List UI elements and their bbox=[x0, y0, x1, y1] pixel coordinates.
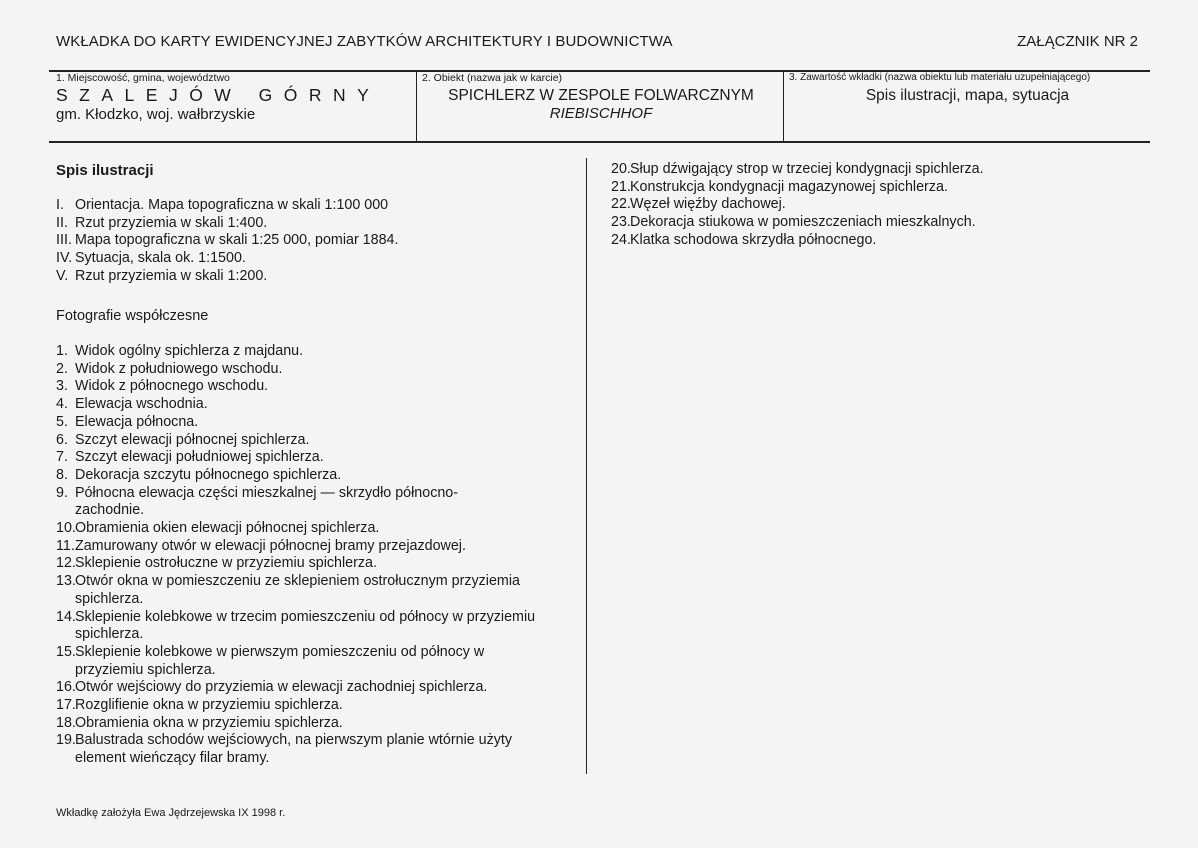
list-item bbox=[56, 432, 556, 450]
list-item bbox=[611, 161, 1091, 179]
item-number: 11. bbox=[56, 537, 75, 554]
list-item bbox=[56, 396, 556, 414]
item-number: 22. bbox=[611, 196, 631, 213]
item-number: IV. bbox=[56, 250, 73, 267]
annex-number: ZAŁĄCZNIK NR 2 bbox=[1017, 33, 1138, 50]
item-text: Obramienia okien elewacji północnej spichlerza. bbox=[75, 520, 380, 537]
item-text: Sklepienie kolebkowe w trzecim pomieszczeniu od północy w przyziemiu spichlerza. bbox=[75, 608, 536, 643]
item-number: 12. bbox=[56, 555, 76, 572]
list-item bbox=[56, 343, 556, 361]
list-item bbox=[611, 196, 1091, 214]
item-number: V. bbox=[56, 267, 69, 284]
location-label: 1. Miejscowość, gmina, województwo bbox=[56, 72, 230, 84]
list-item bbox=[56, 268, 576, 286]
item-text: Widok ogólny spichlerza z majdanu. bbox=[75, 343, 304, 359]
field-divider bbox=[416, 70, 417, 142]
plans-list bbox=[56, 197, 576, 286]
item-number: 2. bbox=[56, 360, 68, 377]
object-label: 2. Obiekt (nazwa jak w karcie) bbox=[422, 72, 563, 84]
item-text: Balustrada schodów wejściowych, na pierwszym planie wtórnie użyty element wieńczący filar bramy. bbox=[75, 732, 513, 767]
item-number: 5. bbox=[56, 413, 68, 430]
list-item bbox=[56, 215, 576, 233]
item-text: Północna elewacja części mieszkalnej — skrzydło północno-zachodnie. bbox=[75, 484, 459, 519]
item-text: Rzut przyziemia w skali 1:400. bbox=[75, 214, 268, 231]
list-item bbox=[56, 232, 576, 250]
list-item bbox=[56, 609, 556, 644]
item-number: 15. bbox=[56, 643, 76, 660]
contents-label: 3. Zawartość wkładki (nazwa obiektu lub materiału uzupełniającego) bbox=[789, 72, 1091, 83]
list-item bbox=[56, 414, 556, 432]
item-text: Szczyt elewacji północnej spichlerza. bbox=[75, 431, 310, 448]
section-title: Spis ilustracji bbox=[56, 162, 154, 179]
item-number: 7. bbox=[56, 449, 68, 466]
item-number: 18. bbox=[56, 714, 76, 731]
item-number: 21. bbox=[611, 178, 631, 195]
item-number: 23. bbox=[611, 214, 631, 231]
item-text: Otwór wejściowy do przyziemia w elewacji zachodniej spichlerza. bbox=[75, 679, 488, 696]
item-number: 17. bbox=[56, 697, 76, 714]
item-text: Rzut przyziemia w skali 1:200. bbox=[75, 267, 268, 284]
location-gmina: gm. Kłodzko, woj. wałbrzyskie bbox=[56, 106, 256, 123]
list-item bbox=[56, 250, 576, 268]
contents-value: Spis ilustracji, mapa, sytuacja bbox=[865, 87, 1070, 104]
item-text: Widok z południowego wschodu. bbox=[75, 360, 283, 377]
item-text: Zamurowany otwór w elewacji północnej bramy przejazdowej. bbox=[75, 537, 466, 554]
item-text: Elewacja północna. bbox=[75, 413, 199, 430]
object-name: SPICHLERZ W ZESPOLE FOLWARCZNYM bbox=[448, 87, 754, 104]
list-item bbox=[56, 538, 556, 556]
item-number: 24. bbox=[611, 231, 631, 248]
list-item bbox=[56, 555, 556, 573]
item-number: 19. bbox=[56, 732, 76, 749]
list-item bbox=[56, 520, 556, 538]
item-number: 20. bbox=[611, 161, 631, 177]
item-text: Widok z północnego wschodu. bbox=[75, 378, 269, 395]
item-text: Otwór okna w pomieszczeniu ze sklepieniem ostrołucznym przyziemia spichlerza. bbox=[75, 573, 520, 607]
list-item bbox=[56, 197, 576, 215]
list-item bbox=[56, 485, 556, 520]
list-item bbox=[56, 361, 556, 379]
item-text: Orientacja. Mapa topograficzna w skali 1:100 000 bbox=[75, 197, 389, 213]
item-text: Węzeł więźby dachowej. bbox=[630, 196, 786, 213]
item-number: I. bbox=[56, 197, 64, 213]
item-number: 10. bbox=[56, 520, 76, 537]
column-divider bbox=[586, 158, 587, 774]
location-place: SZALEJÓW GÓRNY bbox=[56, 85, 381, 105]
list-item bbox=[56, 697, 556, 715]
item-text: Klatka schodowa skrzydła północnego. bbox=[630, 231, 877, 248]
list-item bbox=[56, 679, 556, 697]
header-bottom-rule bbox=[49, 141, 1150, 143]
item-text: Dekoracja stiukowa w pomieszczeniach mieszkalnych. bbox=[630, 214, 976, 231]
photos-heading: Fotografie współczesne bbox=[56, 308, 209, 324]
photos-list-right bbox=[611, 161, 1091, 250]
item-number: 4. bbox=[56, 396, 68, 413]
item-number: 9. bbox=[56, 484, 68, 501]
item-text: Konstrukcja kondygnacji magazynowej spichlerza. bbox=[630, 178, 948, 195]
item-number: 6. bbox=[56, 431, 68, 448]
list-item bbox=[56, 644, 556, 679]
item-number: II. bbox=[56, 214, 68, 231]
item-number: 13. bbox=[56, 573, 76, 590]
item-text: Szczyt elewacji południowej spichlerza. bbox=[75, 449, 324, 466]
item-text: Sytuacja, skala ok. 1:1500. bbox=[75, 250, 246, 267]
list-item bbox=[56, 378, 556, 396]
list-item bbox=[56, 467, 556, 485]
document-title: WKŁADKA DO KARTY EWIDENCYJNEJ ZABYTKÓW ARCHITEKTURY I BUDOWNICTWA bbox=[56, 33, 673, 50]
item-text: Słup dźwigający strop w trzeciej kondygnacji spichlerza. bbox=[630, 161, 984, 177]
item-number: 1. bbox=[56, 343, 68, 359]
item-number: 8. bbox=[56, 466, 68, 483]
item-text: Mapa topograficzna w skali 1:25 000, pomiar 1884. bbox=[75, 232, 399, 249]
item-number: 3. bbox=[56, 378, 68, 395]
item-text: Rozglifienie okna w przyziemiu spichlerza. bbox=[75, 697, 343, 714]
item-text: Sklepienie ostrołuczne w przyziemiu spichlerza. bbox=[75, 555, 377, 572]
item-text: Elewacja wschodnia. bbox=[75, 396, 208, 413]
item-number: III. bbox=[56, 232, 72, 249]
list-item bbox=[611, 179, 1091, 197]
object-historic-name: RIEBISCHHOF bbox=[549, 105, 653, 122]
photos-list-left bbox=[56, 343, 556, 768]
author-note: Wkładkę założyła Ewa Jędrzejewska IX 1998 r. bbox=[56, 807, 286, 819]
list-item bbox=[56, 449, 556, 467]
item-text: Sklepienie kolebkowe w pierwszym pomieszczeniu od północy w przyziemiu spichlerza. bbox=[75, 643, 485, 678]
item-text: Dekoracja szczytu północnego spichlerza. bbox=[75, 466, 342, 483]
list-item bbox=[56, 573, 556, 608]
list-item bbox=[611, 232, 1091, 250]
list-item bbox=[56, 732, 556, 767]
item-number: 16. bbox=[56, 679, 76, 696]
list-item bbox=[56, 715, 556, 733]
item-number: 14. bbox=[56, 608, 76, 625]
list-item bbox=[611, 214, 1091, 232]
item-text: Obramienia okna w przyziemiu spichlerza. bbox=[75, 714, 343, 731]
